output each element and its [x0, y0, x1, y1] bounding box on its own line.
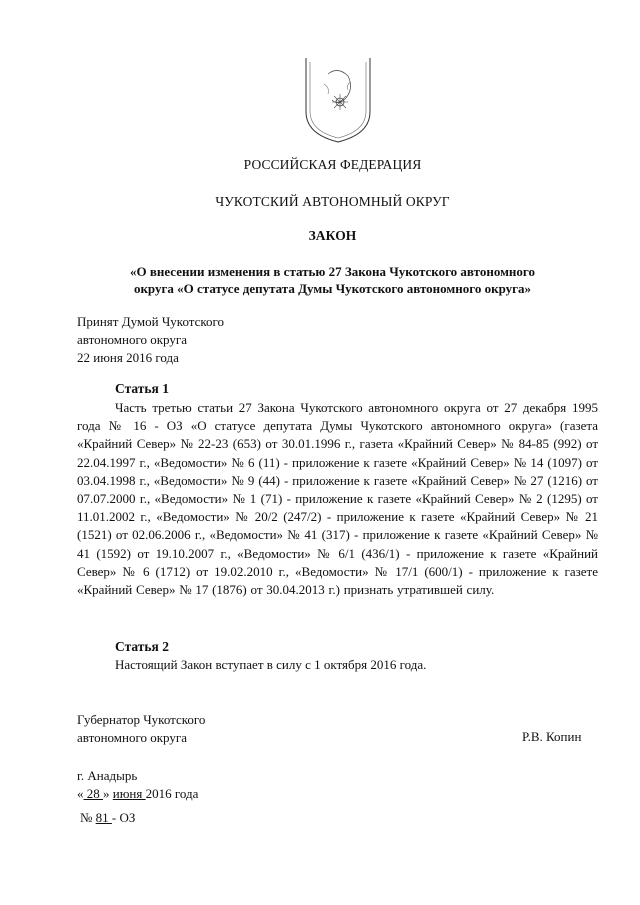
date-month: июня — [112, 786, 146, 801]
law-title-line-2: округа «О статусе депутата Думы Чукотского автономного округа» — [133, 281, 532, 296]
date-quote-open: « — [77, 786, 84, 801]
signatory-name: Р.В. Копин — [522, 729, 582, 744]
law-number-prefix: № — [80, 810, 96, 825]
date-year: 2016 года — [145, 786, 199, 801]
adoption-note — [77, 313, 224, 367]
adoption-line-2: автономного округа — [77, 332, 187, 347]
law-title-line-1: «О внесении изменения в статью 27 Закона Чукотского автономного — [130, 264, 535, 279]
article-1-text: Часть третью статьи 27 Закона Чукотского автономного округа от 27 декабря 1995 года № 16 - ОЗ «О статусе депутата Думы Чукотского автономного округа» (газета «Крайний Север» № 22-23 (653) от 30.01.1996 г., газета «Крайний Север» № 84-85 (992) от 22.04.1997 г., «Ведомости» № 6 (11) - приложение к газете «Крайний Север» № 14 (1097) от 03.04.1998 г., «Ведомости» № 9 (44) - приложение к газете «Крайний Север» № 27 (1216) от 07.07.2000 г., «Ведомости» № 1 (71) - приложение к газете «Крайний Север» № 2 (1295) от 11.01.2002 г., «Ведомости» № 20/2 (247/2) - приложение к газете «Крайний Север» № 21 (1521) от 02.06.2006 г., «Ведомости» № 41 (317) - приложение к газете «Крайний Север» № 41 (1592) от 19.10.2007 г., «Ведомости» № 6/1 (436/1) - приложение к газете «Крайний Север» № 6 (1712) от 19.02.2010 г., «Ведомости» № 17/1 (600/1) - приложение к газете «Крайний Север» № 17 (1876) от 30.04.2013 г.) признать утратившей силу. — [77, 400, 598, 598]
adoption-line-1: Принят Думой Чукотского — [77, 314, 225, 329]
article-2-text: Настоящий Закон вступает в силу с 1 октября 2016 года. — [115, 657, 427, 672]
adoption-date: 22 июня 2016 года — [77, 350, 179, 365]
law-title — [60, 263, 605, 297]
city: г. Анадырь — [77, 768, 138, 783]
region-heading: ЧУКОТСКИЙ АВТОНОМНЫЙ ОКРУГ — [215, 194, 450, 209]
signatory-title — [77, 711, 205, 747]
signatory-title-line-2: автономного округа — [77, 730, 187, 745]
article-1-heading: Статья 1 — [115, 381, 169, 396]
signing-date — [77, 785, 198, 803]
law-number — [80, 810, 135, 826]
document-type-heading: ЗАКОН — [308, 228, 357, 243]
coat-of-arms-emblem — [302, 54, 374, 144]
date-quote-close: » — [103, 786, 110, 801]
article-2-heading: Статья 2 — [115, 639, 169, 654]
law-number-value: 81 — [95, 810, 112, 825]
country-heading: РОССИЙСКАЯ ФЕДЕРАЦИЯ — [243, 157, 422, 172]
place-and-date — [77, 767, 198, 803]
law-number-suffix: - ОЗ — [111, 810, 136, 825]
date-day: 28 — [83, 786, 103, 801]
signatory-title-line-1: Губернатор Чукотского — [77, 712, 206, 727]
